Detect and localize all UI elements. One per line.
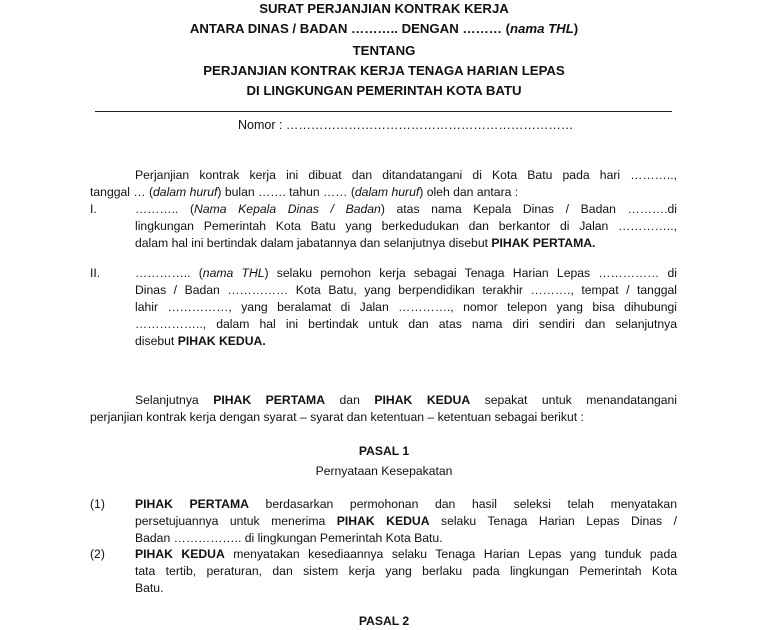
pasal-1-item-2-line-1: PIHAK KEDUA menyatakan kesediaannya selaku Tenaga Harian Lepas yang tunduk pada <box>135 547 677 561</box>
title-line-2-italic: nama THL <box>510 21 574 36</box>
intro-line-1: Perjanjian kontrak kerja ini dibuat dan ditandatangani di Kota Batu pada hari ……….., <box>135 168 677 182</box>
header-divider <box>95 111 672 112</box>
title-line-2 <box>0 20 768 37</box>
pasal-1-item-1-text <box>135 496 677 547</box>
party-1-line-3: dalam hal ini bertindak dalam jabatannya dan selanjutnya disebut PIHAK PERTAMA. <box>135 236 596 250</box>
pasal-1-item-1-line-1: PIHAK PERTAMA berdasarkan permohonan dan hasil seleksi telah menyatakan <box>135 497 677 511</box>
party-2-line-2: Dinas / Badan …………… Kota Batu, yang berpendidikan terakhir ………., tempat / tanggal <box>135 283 677 297</box>
intro-line-2: tanggal … (dalam huruf) bulan ……. tahun …… (dalam huruf) oleh dan antara : <box>90 185 519 199</box>
party-2-label: II. <box>90 266 101 280</box>
party-2-line-5: disebut PIHAK KEDUA. <box>135 334 266 348</box>
title-line-5: DI LINGKUNGAN PEMERINTAH KOTA BATU <box>246 83 522 98</box>
title-line-2-text: ANTARA DINAS / BADAN ……….. DENGAN ……… ( <box>189 21 510 36</box>
agreement-line-2: perjanjian kontrak kerja dengan syarat – syarat dan ketentuan – ketentuan sebagai berikut : <box>90 410 584 424</box>
intro-paragraph <box>90 167 677 201</box>
title-line-1: SURAT PERJANJIAN KONTRAK KERJA <box>259 1 509 16</box>
title-line-4: PERJANJIAN KONTRAK KERJA TENAGA HARIAN LEPAS <box>203 63 565 78</box>
party-1-label: I. <box>90 202 97 216</box>
pasal-1-title: PASAL 1 <box>358 444 410 458</box>
title-line-2-close: ) <box>573 21 579 36</box>
title-line-3: TENTANG <box>352 43 416 58</box>
party-1-text <box>135 201 677 252</box>
party-2-line-1: ………….. (nama THL) selaku pemohon kerja sebagai Tenaga Harian Lepas …………… di <box>135 266 677 280</box>
party-2-line-3: lahir ……………, yang beralamat di Jalan …………., nomor telepon yang bisa dihubungi <box>135 300 677 314</box>
agreement-paragraph <box>90 392 677 426</box>
pasal-1-heading <box>0 443 768 480</box>
agreement-line-1: Selanjutnya PIHAK PERTAMA dan PIHAK KEDUA sepakat untuk menandatangani <box>135 393 678 407</box>
pasal-1-item-2-text <box>135 546 677 597</box>
party-1-line-1: ……….. (Nama Kepala Dinas / Badan) atas nama Kepala Dinas / Badan ……….di <box>135 202 677 216</box>
document-number: Nomor : …………………………………………………………… <box>238 118 574 132</box>
pasal-2-title: PASAL 2 <box>358 614 410 628</box>
pasal-1-item-2-label: (2) <box>90 547 105 561</box>
pasal-1-item-2-line-2: tata tertib, peraturan, dan sistem kerja yang berlaku pada lingkungan Pemerintah Kota <box>135 564 677 578</box>
pasal-1-item-1-label: (1) <box>90 497 105 511</box>
pasal-1-subtitle: Pernyataan Kesepakatan <box>315 464 453 478</box>
party-2-text <box>135 265 677 350</box>
pasal-1-item-1-line-3: Badan …………….. di lingkungan Pemerintah Kota Batu. <box>135 531 443 545</box>
pasal-1-item-1-line-2: persetujuannya untuk menerima PIHAK KEDUA selaku Tenaga Harian Lepas Dinas / <box>135 514 677 528</box>
party-2-line-4: …………….., dalam hal ini bertindak untuk dan atas nama diri sendiri dan selanjutnya <box>135 317 677 331</box>
party-1-line-2: lingkungan Pemerintah Kota Batu yang berkedudukan dan berkantor di Jalan ………….., <box>135 219 677 233</box>
pasal-1-item-2-line-3: Batu. <box>135 581 164 595</box>
